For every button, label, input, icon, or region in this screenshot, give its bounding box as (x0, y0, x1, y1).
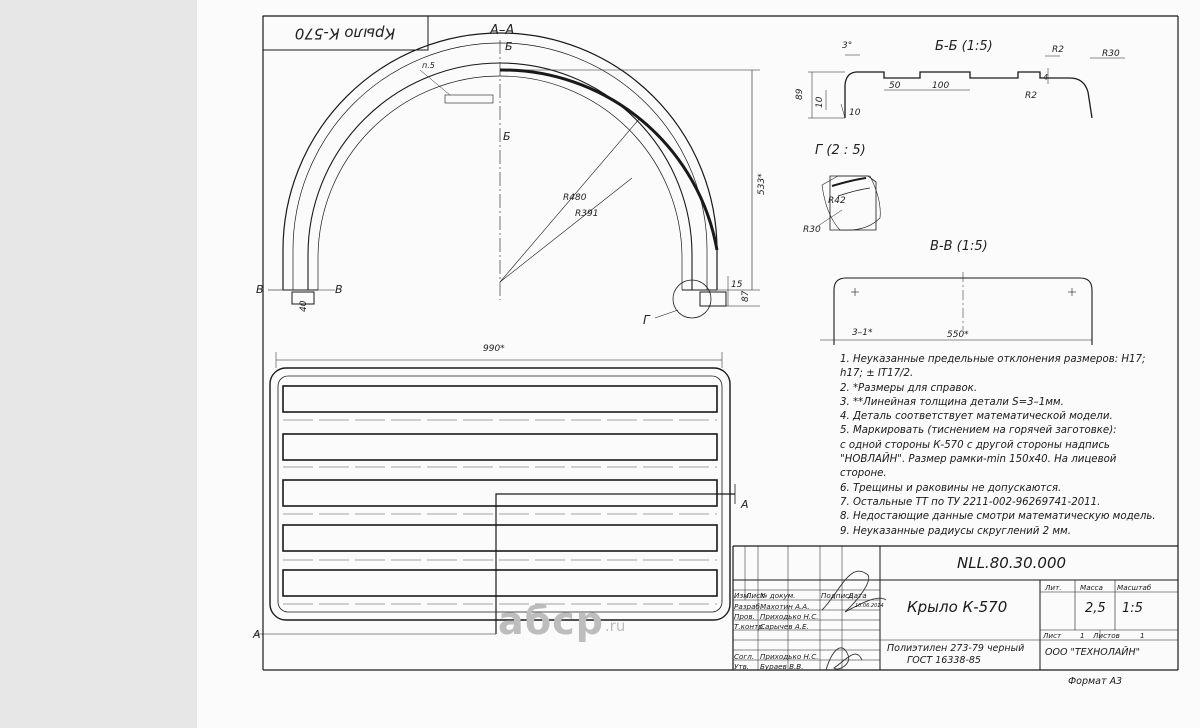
hdr-list: Лист (746, 591, 765, 600)
note-line: h17; ± IT17/2. (840, 368, 914, 380)
name-prov: Приходько Н.С. (760, 612, 819, 621)
fender-arch-view (268, 33, 760, 318)
col-scale: Масштаб (1117, 583, 1152, 592)
name-tkontr: Сарычев А.Е. (760, 622, 809, 631)
note-line: с одной стороны К-570 с другой стороны надпись (840, 439, 1110, 451)
note-line: 2. *Размеры для справок. (840, 382, 978, 394)
dim-3-1: 3–1* (852, 328, 873, 338)
section-bb-title: Б-Б (1:5) (935, 39, 993, 54)
name-sogl: Приходько Н.С. (760, 652, 819, 661)
material-line-2: ГОСТ 16338-85 (907, 655, 981, 666)
note-line: 4. Деталь соответствует математической модели. (840, 411, 1113, 423)
sheet-num: 1 (1080, 631, 1085, 640)
dim-10b: 10 (849, 108, 861, 118)
dim-89: 89 (795, 88, 805, 100)
note-line: 9. Неуказанные радиусы скруглений 2 мм. (840, 525, 1071, 537)
date-razrab: 10.06.2014 (855, 603, 884, 609)
inverted-title: Крыло К-570 (294, 24, 396, 43)
role-sogl: Согл. (734, 652, 755, 661)
detail-g-title: Г (2 : 5) (815, 143, 866, 158)
name-utv: Бураев В.В. (760, 662, 804, 671)
dim-r2-top: R2 (1052, 45, 1064, 55)
dim-990: 990* (483, 344, 505, 354)
watermark-tld: .ru (604, 617, 626, 635)
dim-r30-detail: R30 (803, 225, 821, 235)
dim-87: 87 (741, 290, 751, 302)
technical-notes (840, 353, 1180, 539)
dim-r2-bottom: R2 (1025, 91, 1037, 101)
section-aa-title: А–А (490, 23, 515, 38)
sheet-format: Формат А3 (1068, 676, 1123, 687)
dim-4: 4 (1043, 73, 1049, 82)
section-vv-labels (852, 239, 988, 340)
abcp-watermark-logo (498, 596, 688, 646)
signatures (822, 571, 886, 670)
note-line: "НОВЛАЙН". Размер рамки-min 150х40. На лицевой (840, 454, 1117, 466)
col-mass: Масса (1080, 583, 1103, 592)
watermark-brand: aбcp (498, 599, 604, 643)
dim-50: 50 (889, 81, 901, 91)
inverted-title-box (263, 16, 428, 50)
dim-533: 533* (757, 173, 767, 195)
dim-r42: R42 (828, 196, 846, 206)
role-tkontr: Т.контр. (734, 622, 766, 631)
role-razrab: Разраб. (734, 602, 763, 611)
sheets-num: 1 (1140, 631, 1145, 640)
cut-v-left: В (256, 283, 264, 296)
note-line: 6. Трещины и раковины не допускаются. (840, 482, 1062, 494)
dim-550: 550* (947, 330, 969, 340)
dim-100: 100 (932, 81, 950, 91)
section-vv-title: В-В (1:5) (930, 239, 988, 254)
note-line: 7. Остальные ТТ по ТУ 2211-002-96269741-2011. (840, 496, 1101, 508)
detail-g-callout: Г (643, 313, 650, 327)
note-line: стороне. (840, 468, 887, 480)
sheet-label: Лист (1043, 631, 1062, 640)
company: ООО "ТЕХНОЛАЙН" (1045, 647, 1141, 658)
designation: NLL.80.30.000 (957, 554, 1067, 572)
part-name: Крыло К-570 (907, 598, 1008, 616)
dim-n5: п.5 (422, 61, 435, 70)
role-utv: Утв. (734, 662, 750, 671)
note-line: 5. Маркировать (тиснением на горячей заготовке): (840, 425, 1117, 437)
dim-40: 40 (299, 300, 309, 312)
col-lit: Лит. (1045, 583, 1062, 592)
material-line-1: Полиэтилен 273-79 черный (887, 643, 1025, 654)
dim-r391: R391 (575, 209, 599, 219)
dim-r480: R480 (563, 193, 587, 203)
note-line: 3. **Линейная толщина детали S=3–1мм. (840, 396, 1064, 408)
cut-a-left: А (253, 628, 261, 641)
note-line: 1. Неуказанные предельные отклонения размеров: Н17; (840, 354, 1146, 365)
fender-plan-view (254, 352, 735, 634)
note-line: 8. Недостающие данные смотри математическую модель. (840, 511, 1156, 523)
hdr-doc: № докум. (760, 591, 796, 600)
detail-g-labels (803, 143, 866, 235)
hdr-date: Дата (848, 591, 867, 600)
dim-15: 15 (731, 280, 743, 290)
dim-10a: 10 (815, 96, 825, 108)
sheets-label: Листов (1093, 631, 1120, 640)
role-prov: Пров. (734, 612, 755, 621)
scale-value: 1:5 (1122, 601, 1143, 616)
hdr-sign: Подпись (821, 591, 854, 600)
hdr-izm: Изм. (734, 591, 751, 600)
mass-value: 2,5 (1085, 601, 1106, 616)
cut-v-right: В (335, 283, 343, 296)
name-razrab: Махотин А.А. (760, 602, 810, 611)
dim-3deg: 3° (842, 41, 853, 51)
cut-b-top: Б (505, 40, 513, 53)
dim-r30-top: R30 (1102, 49, 1120, 59)
cut-a-right: А (741, 498, 749, 511)
cut-b-bottom: Б (503, 130, 511, 143)
